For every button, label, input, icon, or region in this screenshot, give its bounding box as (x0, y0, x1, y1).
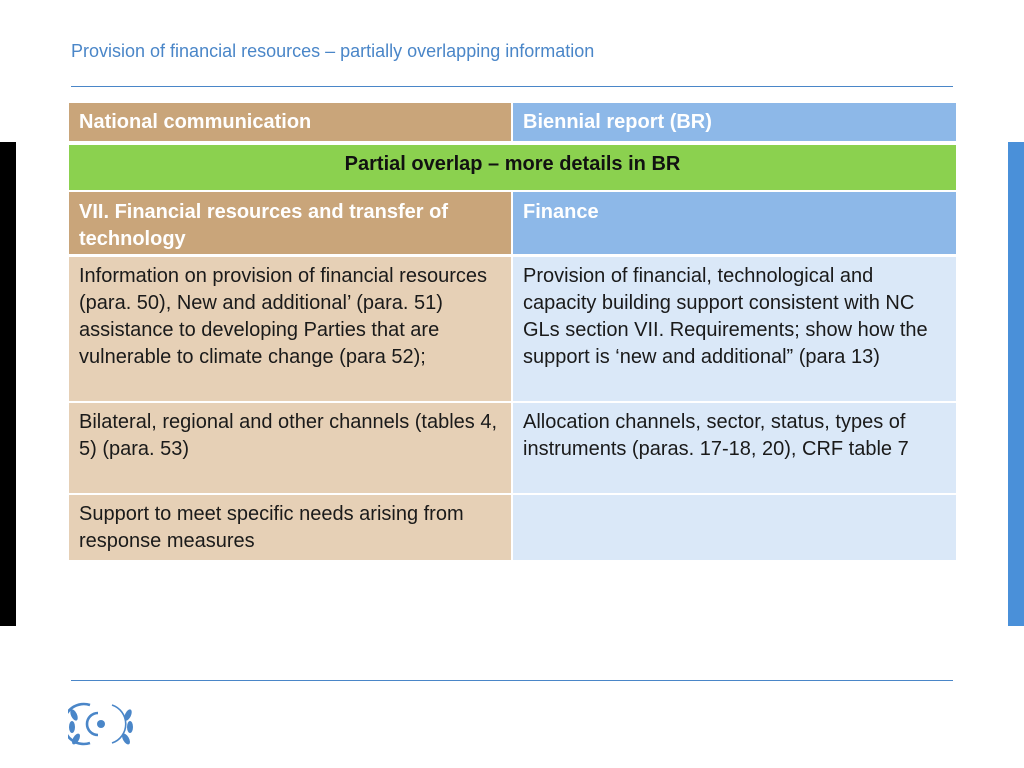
unfccc-logo-icon (68, 695, 134, 753)
row-3-right (513, 495, 956, 560)
row-3-left: Support to meet specific needs arising from response measures (69, 495, 511, 560)
section-right-finance: Finance (513, 192, 956, 254)
row-2-left: Bilateral, regional and other channels (tables 4, 5) (para. 53) (69, 403, 511, 493)
row-1-left: Information on provision of financial resources (para. 50), New and additional’ (para. 51) assistance to developing Parties that are vulnerable to climate change (para 52); (69, 257, 511, 401)
header-biennial-report: Biennial report (BR) (513, 103, 956, 141)
footer-divider (71, 680, 953, 681)
right-edge-bar (1008, 142, 1024, 626)
slide-title: Provision of financial resources – partially overlapping information (71, 41, 595, 61)
header-national-communication: National communication (69, 103, 511, 141)
row-1-right: Provision of financial, technological and capacity building support consistent with NC GLs section VII. Requirements; show how the support is ‘new and additional” (para 13) (513, 257, 956, 401)
row-2-right: Allocation channels, sector, status, types of instruments (paras. 17-18, 20), CRF table 7 (513, 403, 956, 493)
overlap-banner: Partial overlap – more details in BR (69, 145, 956, 190)
left-edge-bar (0, 142, 16, 626)
section-left-financial-resources: VII. Financial resources and transfer of technology (69, 192, 511, 254)
title-divider (71, 86, 953, 87)
